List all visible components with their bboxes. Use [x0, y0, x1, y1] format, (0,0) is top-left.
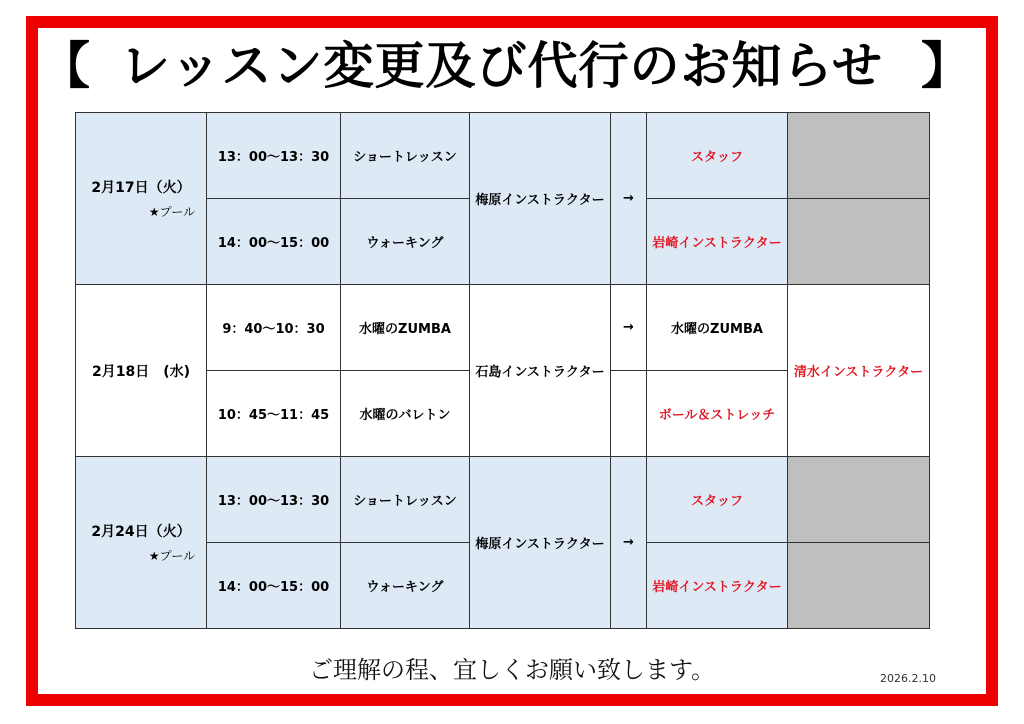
lesson-cell: ショートレッスン [341, 457, 470, 543]
substitute-cell: 清水インストラクター [788, 285, 930, 457]
new-lesson-cell: 岩崎インストラクター [647, 543, 788, 629]
time-cell: 10：45～11：45 [207, 371, 341, 457]
arrow-cell: → [611, 457, 647, 629]
lesson-cell: ショートレッスン [341, 113, 470, 199]
date-label: 2月17日（火） [91, 180, 191, 196]
new-lesson-cell: ボール＆ストレッチ [647, 371, 788, 457]
instructor-cell: 梅原インストラクター [470, 113, 611, 285]
date-cell [76, 285, 207, 457]
new-lesson-cell: スタッフ [647, 113, 788, 199]
lesson-cell: ウォーキング [341, 543, 470, 629]
date-cell [76, 457, 207, 629]
new-lesson-cell: 岩崎インストラクター [647, 199, 788, 285]
table-row [76, 457, 930, 543]
instructor-cell: 石島インストラクター [470, 285, 611, 457]
title-bracket-right: 】 [921, 37, 972, 95]
title-text: レッスン変更及び代行のお知らせ [120, 37, 883, 95]
pool-note: ★プール [148, 205, 196, 219]
table-row [76, 285, 930, 371]
new-lesson-cell: 水曜のZUMBA [647, 285, 788, 371]
page-title [40, 26, 984, 95]
empty-substitute-cell [788, 543, 930, 629]
time-cell: 13：00～13：30 [207, 113, 341, 199]
schedule-table [75, 112, 930, 629]
arrow-cell: → [611, 113, 647, 285]
notice-date: 2026.2.10 [880, 672, 936, 685]
arrow-cell-empty [611, 371, 647, 457]
empty-substitute-cell [788, 199, 930, 285]
title-bracket-left: 【 [40, 37, 91, 95]
pool-note: ★プール [148, 549, 196, 563]
empty-substitute-cell [788, 457, 930, 543]
lesson-cell: 水曜のバレトン [341, 371, 470, 457]
time-cell: 14：00～15：00 [207, 543, 341, 629]
time-cell: 14：00～15：00 [207, 199, 341, 285]
instructor-cell: 梅原インストラクター [470, 457, 611, 629]
new-lesson-cell: スタッフ [647, 457, 788, 543]
date-cell [76, 113, 207, 285]
empty-substitute-cell [788, 113, 930, 199]
date-label: 2月24日（火） [91, 524, 191, 540]
closing-message: ご理解の程、宜しくお願い致します。 [308, 656, 716, 684]
lesson-cell: ウォーキング [341, 199, 470, 285]
time-cell: 13：00～13：30 [207, 457, 341, 543]
table-row [76, 113, 930, 199]
arrow-cell: → [611, 285, 647, 371]
date-label: 2月18日 (水) [91, 363, 191, 380]
lesson-cell: 水曜のZUMBA [341, 285, 470, 371]
time-cell: 9：40～10：30 [207, 285, 341, 371]
